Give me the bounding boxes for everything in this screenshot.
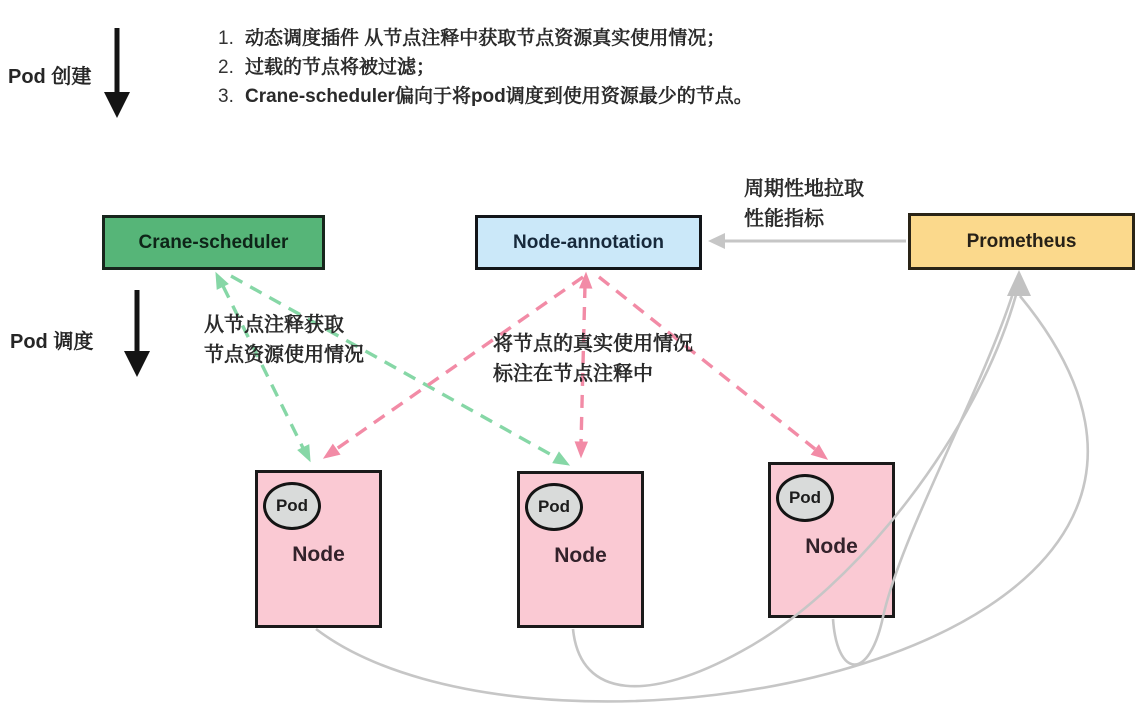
- node-box-1: [255, 470, 382, 628]
- prometheus-in-arrowhead: [1007, 270, 1031, 296]
- node-box-2: [517, 471, 644, 628]
- step-item: [218, 82, 753, 111]
- pull-metrics-label: [744, 174, 864, 234]
- annotate-usage-line2: 标注在节点注释中: [493, 363, 653, 385]
- step-text: 动态调度插件 从节点注释中获取节点资源真实使用情况；: [245, 28, 726, 49]
- step-number: 3.: [218, 86, 234, 107]
- crane-scheduler-box: Crane-scheduler: [102, 215, 325, 270]
- pull-metrics-line2: 性能指标: [744, 208, 824, 230]
- annotate-usage-line1: 将节点的真实使用情况: [493, 333, 693, 355]
- pod-create-arrow: [104, 28, 130, 118]
- node1-prometheus-curve: [316, 296, 1088, 701]
- step-number: 2.: [218, 57, 234, 78]
- step-item: [218, 24, 753, 53]
- pod-schedule-arrow: [124, 290, 150, 377]
- get-usage-line1: 从节点注释获取: [204, 314, 344, 336]
- nodes-to-prometheus-curves: [316, 293, 1088, 701]
- prometheus-annotation-arrow: [708, 233, 906, 249]
- pod-ellipse: Pod: [776, 474, 834, 522]
- step-number: 1.: [218, 28, 234, 49]
- pod-ellipse: Pod: [525, 483, 583, 531]
- steps-list: [218, 24, 753, 111]
- get-usage-line2: 节点资源使用情况: [204, 344, 364, 366]
- pod-ellipse: Pod: [263, 482, 321, 530]
- node-label: Node: [805, 535, 858, 558]
- pull-metrics-line1: 周期性地拉取: [744, 178, 864, 200]
- pod-schedule-label: Pod 调度: [10, 331, 94, 353]
- prometheus-box: Prometheus: [908, 213, 1135, 270]
- node-annotation-box: Node-annotation: [475, 215, 702, 270]
- node-label: Node: [292, 543, 345, 566]
- node-label: Node: [554, 544, 607, 567]
- annotate-usage-label: [493, 329, 693, 389]
- step-text: 过载的节点将被过滤；: [245, 57, 436, 78]
- get-usage-label: [204, 310, 364, 370]
- node-box-3: [768, 462, 895, 618]
- pod-create-label: Pod 创建: [8, 66, 92, 88]
- step-item: [218, 53, 753, 82]
- step-text: Crane-scheduler偏向于将pod调度到使用资源最少的节点。: [245, 86, 753, 107]
